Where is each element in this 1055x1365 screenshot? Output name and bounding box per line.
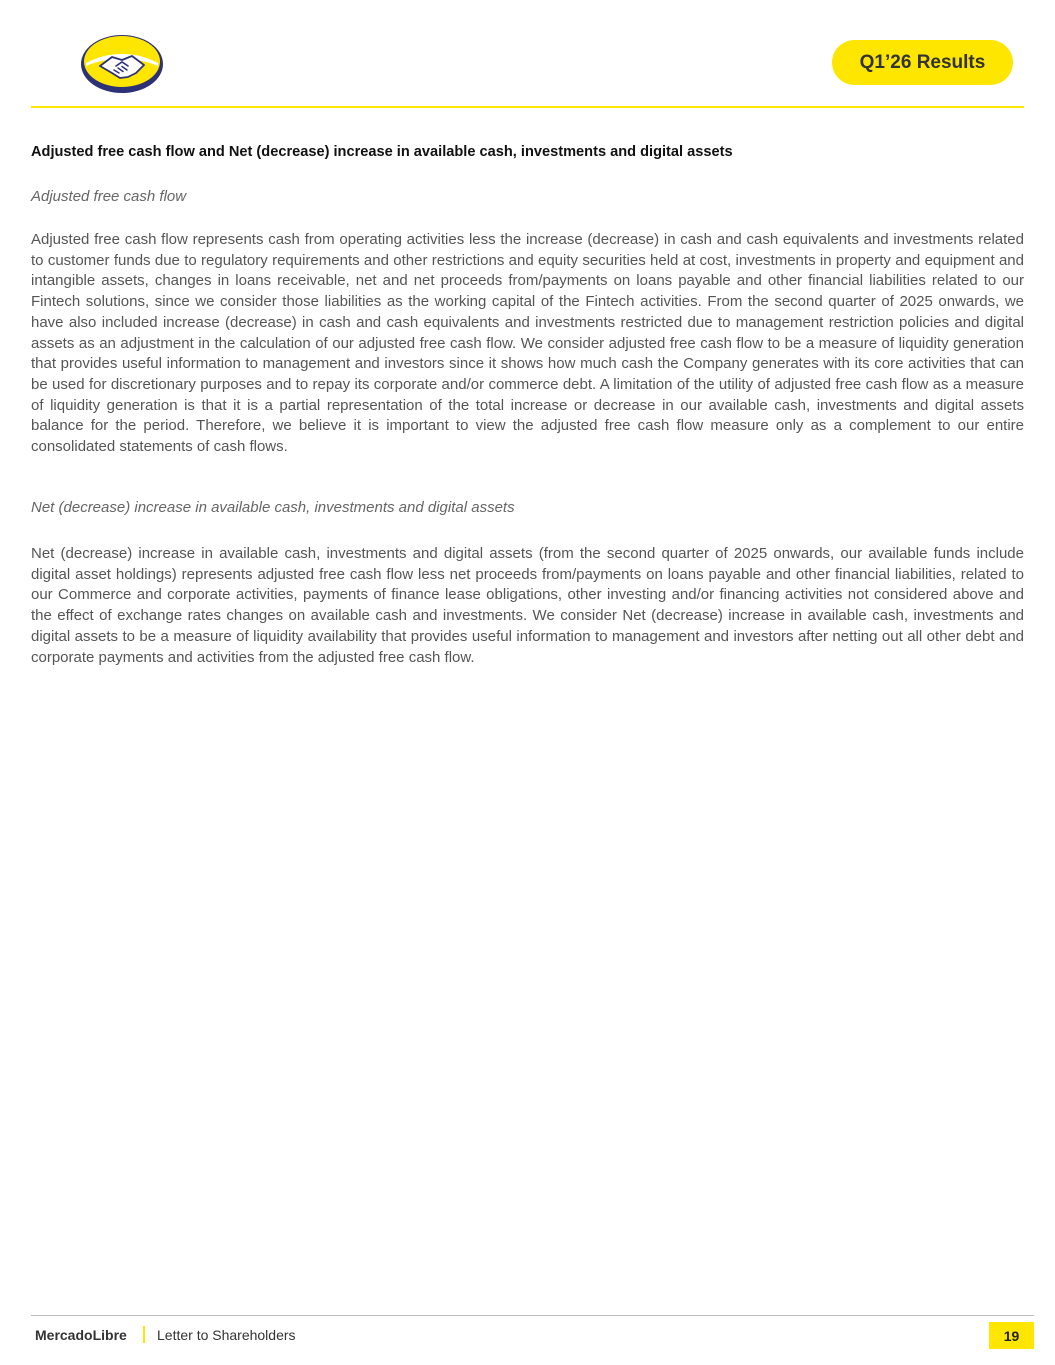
footer-brand: MercadoLibre: [35, 1327, 127, 1343]
adjusted-free-cash-flow-title: Adjusted free cash flow: [31, 188, 187, 205]
section-heading: Adjusted free cash flow and Net (decrease) increase in available cash, investments and digital assets: [31, 144, 733, 160]
footer-separator: [143, 1326, 145, 1343]
net-increase-title: Net (decrease) increase in available cash, investments and digital assets: [31, 499, 515, 516]
page-number: 19: [989, 1322, 1034, 1349]
results-badge: Q1’26 Results: [832, 40, 1013, 85]
footer-document-title: Letter to Shareholders: [157, 1327, 296, 1343]
adjusted-free-cash-flow-paragraph: Adjusted free cash flow represents cash from operating activities less the increase (decrease) in cash and cash equivalents and investments related to customer funds due to regulatory requirements and other restrictions and equity securities held at cost, investments in property and equipment and intangible assets, changes in loans receivable, net and net proceeds from/payments on loans payable and other financial liabilities related to our Fintech solutions, since we consider those liabilities as the working capital of the Fintech activities. From the second quarter of 2025 onwards, we have also included increase (decrease) in cash and cash equivalents and investments restricted due to management restriction policies and digital assets as an adjustment in the calculation of our adjusted free cash flow. We consider adjusted free cash flow to be a measure of liquidity generation that provides useful information to management and investors since it shows how much cash the Company generates with its core activities that can be used for discretionary purposes and to repay its corporate and/or commerce debt. A limitation of the utility of adjusted free cash flow as a measure of liquidity generation is that it is a partial representation of the total increase or decrease in our available cash, investments and digital assets balance for the period. Therefore, we believe it is important to view the adjusted free cash flow measure only as a complement to our entire consolidated statements of cash flows.: [31, 231, 1024, 456]
handshake-logo-icon: [78, 33, 166, 95]
net-increase-paragraph: Net (decrease) increase in available cash, investments and digital assets (from the second quarter of 2025 onwards, our available funds include digital asset holdings) represents adjusted free cash flow less net proceeds from/payments on loans payable and other financial liabilities, related to our Commerce and corporate activities, payments of finance lease obligations, other investing and/or financing activities not considered above and the effect of exchange rates changes on available cash and investments. We consider Net (decrease) increase in available cash, investments and digital assets to be a measure of liquidity availability that provides useful information to management and investors after netting out all other debt and corporate payments and activities from the adjusted free cash flow.: [31, 545, 1024, 666]
footer-divider: [31, 1315, 1034, 1316]
header-divider: [31, 106, 1024, 108]
